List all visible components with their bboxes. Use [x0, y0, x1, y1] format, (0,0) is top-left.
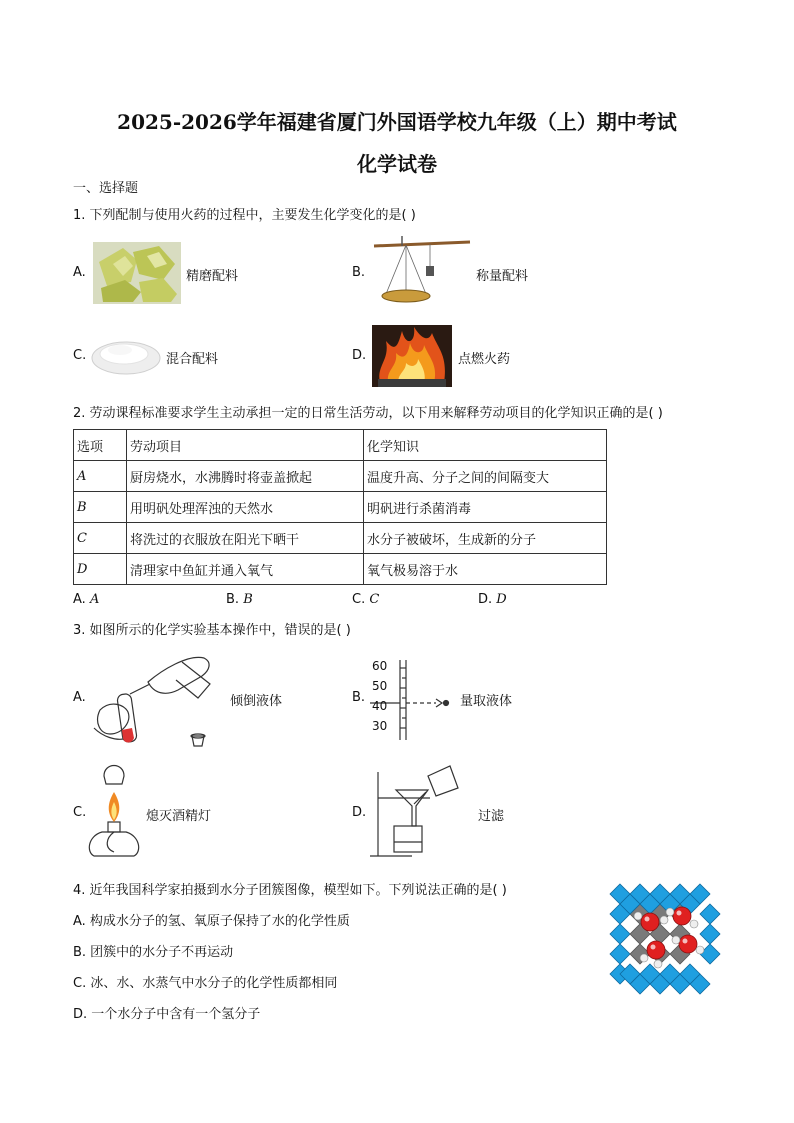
water-cluster-model-icon — [606, 880, 724, 998]
cylinder-tick-50: 50 — [372, 679, 388, 693]
filtration-setup-icon — [370, 762, 462, 862]
table-cell: 将洗过的衣服放在阳光下晒干 — [127, 523, 364, 554]
q1-option-a-letter[interactable]: A. — [73, 265, 86, 280]
table-row — [74, 461, 607, 492]
section-heading: 一、选择题 — [73, 181, 139, 196]
q4-option-c[interactable]: C. 冰、水、水蒸气中水分子的化学性质都相同 — [73, 976, 338, 991]
burning-flame-icon — [372, 325, 452, 387]
q3-option-b-text: 量取液体 — [460, 694, 513, 709]
q1-option-c-text: 混合配料 — [166, 352, 219, 367]
table-cell: 水分子被破坏，生成新的分子 — [364, 523, 607, 554]
answer-value: A — [89, 592, 100, 607]
page-title: 2025-2026学年福建省厦门外国语学校九年级（上）期中考试 — [117, 110, 677, 134]
table-cell: 清理家中鱼缸并通入氧气 — [127, 554, 364, 585]
alcohol-lamp-icon — [84, 756, 144, 866]
table-cell: 温度升高、分子之间的间隔变大 — [364, 461, 607, 492]
q1-stem: 1. 下列配制与使用火药的过程中，主要发生化学变化的是( ) — [73, 208, 416, 223]
q2-stem: 2. 劳动课程标准要求学生主动承担一定的日常生活劳动，以下用来解释劳动项目的化学知识正确的是( ) — [73, 406, 663, 421]
q4-option-b[interactable]: B. 团簇中的水分子不再运动 — [73, 945, 234, 960]
q4-stem: 4. 近年我国科学家拍摄到水分子团簇图像，模型如下。下列说法正确的是( ) — [73, 883, 507, 898]
white-powder-plate-icon — [90, 330, 162, 378]
table-cell: D — [74, 554, 127, 585]
answer-letter: A. — [73, 592, 86, 607]
q1-option-d-letter[interactable]: D. — [352, 348, 367, 363]
q4-option-d[interactable]: D. 一个水分子中含有一个氢分子 — [73, 1007, 261, 1022]
q2-answer-b[interactable] — [226, 592, 253, 607]
table-cell: 厨房烧水，水沸腾时将壶盖掀起 — [127, 461, 364, 492]
page-subtitle: 化学试卷 — [357, 152, 437, 176]
table-header-cell: 化学知识 — [364, 430, 607, 461]
q3-option-a-letter[interactable]: A. — [73, 690, 86, 705]
answer-letter: D. — [478, 592, 493, 607]
q2-table — [73, 429, 607, 585]
table-cell: C — [74, 523, 127, 554]
cylinder-tick-60: 60 — [372, 659, 388, 673]
q3-option-d-text: 过滤 — [478, 809, 505, 824]
q2-answer-d[interactable] — [478, 592, 507, 607]
q3-option-a-text: 倾倒液体 — [230, 694, 283, 709]
table-cell: 明矾进行杀菌消毒 — [364, 492, 607, 523]
answer-value: D — [496, 592, 507, 607]
table-row — [74, 523, 607, 554]
yellow-powder-lumps-icon — [93, 242, 181, 304]
steelyard-balance-icon — [372, 236, 472, 308]
table-cell: B — [74, 492, 127, 523]
answer-letter: B. — [226, 592, 240, 607]
table-cell: A — [74, 461, 127, 492]
table-row — [74, 554, 607, 585]
cylinder-tick-30: 30 — [372, 719, 388, 733]
q3-option-c-letter[interactable]: C. — [73, 805, 87, 820]
table-header-row — [74, 430, 607, 461]
q1-option-d-text: 点燃火药 — [458, 352, 511, 367]
q3-stem: 3. 如图所示的化学实验基本操作中，错误的是( ) — [73, 623, 351, 638]
q1-option-a-text: 精磨配料 — [186, 269, 239, 284]
q4-option-a[interactable]: A. 构成水分子的氢、氧原子保持了水的化学性质 — [73, 914, 350, 929]
q2-answer-c[interactable] — [352, 592, 379, 607]
table-cell: 氧气极易溶于水 — [364, 554, 607, 585]
q3-option-c-text: 熄灭酒精灯 — [146, 809, 212, 824]
table-header-cell: 选项 — [74, 430, 127, 461]
table-header-cell: 劳动项目 — [127, 430, 364, 461]
answer-value: C — [369, 592, 380, 607]
q2-answer-a[interactable] — [73, 592, 99, 607]
table-cell: 用明矾处理浑浊的天然水 — [127, 492, 364, 523]
q1-option-b-letter[interactable]: B. — [352, 265, 366, 280]
table-row — [74, 492, 607, 523]
answer-value: B — [243, 592, 253, 607]
answer-letter: C. — [352, 592, 366, 607]
q1-option-c-letter[interactable]: C. — [73, 348, 87, 363]
q3-option-d-letter[interactable]: D. — [352, 805, 367, 820]
q1-option-b-text: 称量配料 — [476, 269, 529, 284]
pouring-liquid-icon — [92, 650, 218, 750]
cylinder-tick-40: 40 — [372, 699, 388, 713]
q3-option-b-letter[interactable]: B. — [352, 690, 366, 705]
